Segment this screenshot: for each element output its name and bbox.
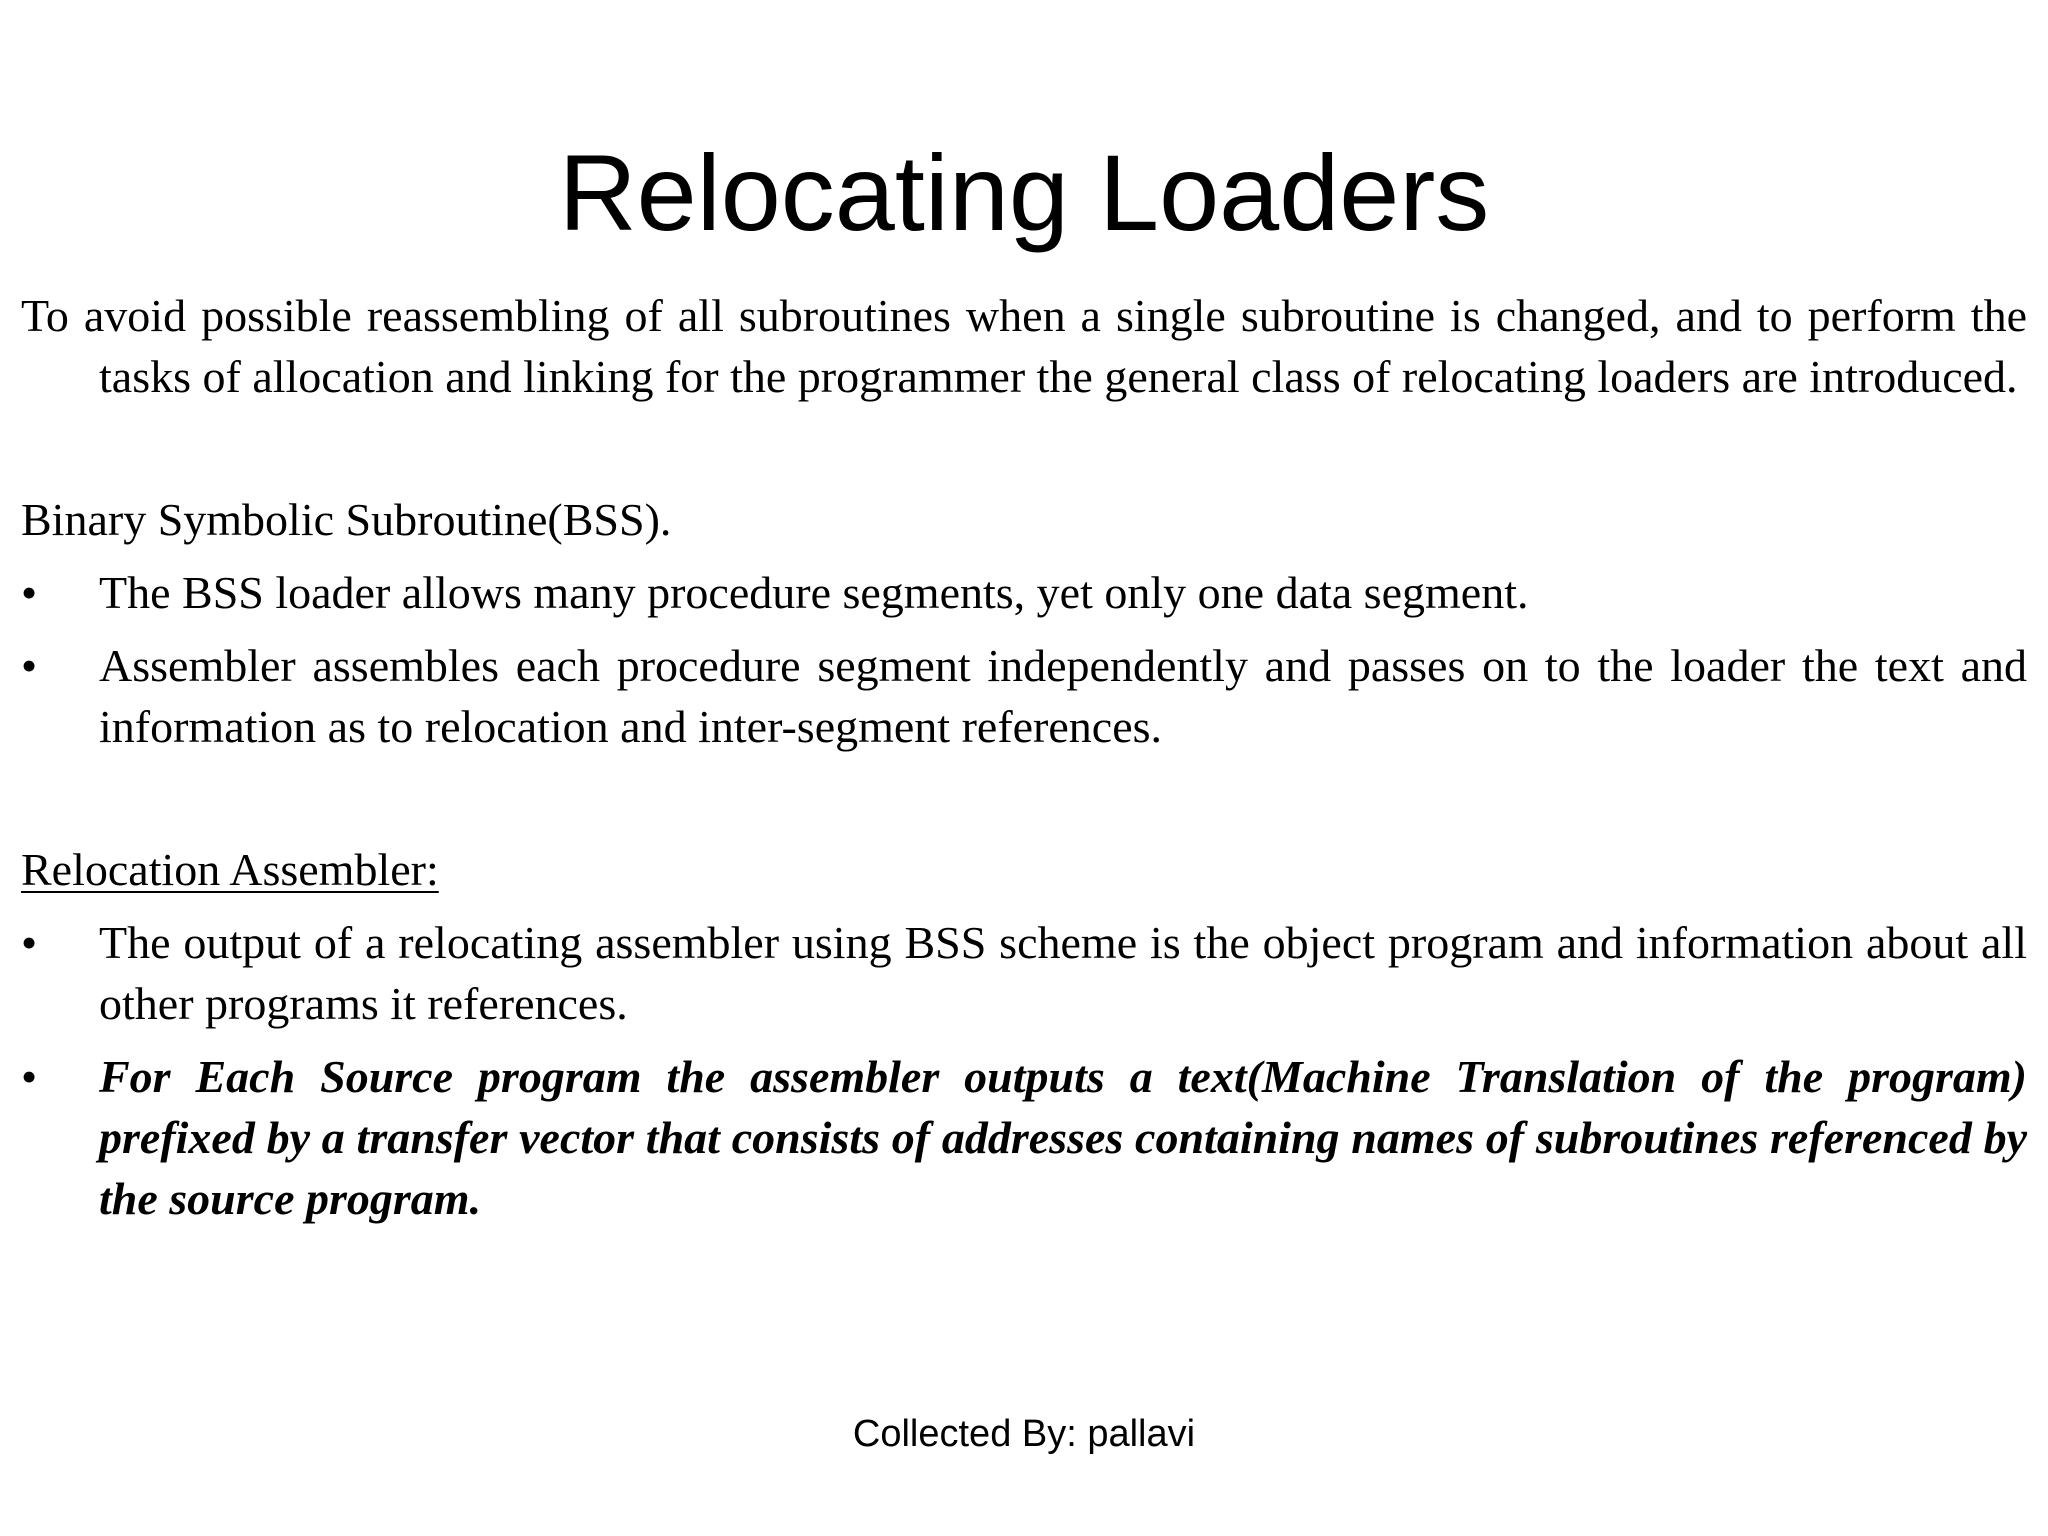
- bss-bullet-text: The BSS loader allows many procedure segments, yet only one data segment.: [99, 567, 1529, 618]
- bullet-icon: •: [21, 567, 38, 618]
- spacer: [21, 757, 2027, 839]
- relocation-bullet-text-emphasis: For Each Source program the assembler outputs a text(Machine Translation of the program) prefixed by a transfer vector that consists of addresses containing names of subroutines referenced by the source program.: [99, 1051, 2027, 1224]
- bss-heading: Binary Symbolic Subroutine(BSS).: [21, 494, 672, 545]
- relocation-bullet-list: [21, 912, 2027, 1229]
- slide-body: [21, 285, 2027, 1229]
- bss-bullet-list: [21, 562, 2027, 757]
- bss-bullet-item: [21, 562, 2027, 623]
- footer-credit: Collected By: pallavi: [852, 1413, 1196, 1455]
- bullet-icon: •: [21, 917, 38, 968]
- bss-bullet-item: [21, 635, 2027, 757]
- spacer: [21, 407, 2027, 489]
- relocation-bullet-item: [21, 1046, 2027, 1229]
- bss-bullet-text: Assembler assembles each procedure segment independently and passes on to the loader the text and information as to relocation and inter-segment references.: [99, 640, 2027, 752]
- relocation-heading: Relocation Assembler:: [21, 844, 439, 895]
- relocation-bullet-item: [21, 912, 2027, 1034]
- bullet-icon: •: [21, 640, 38, 691]
- slide-title: Relocating Loaders: [558, 132, 1490, 253]
- bullet-icon: •: [21, 1051, 38, 1102]
- intro-paragraph: To avoid possible reassembling of all subroutines when a single subroutine is changed, and to perform the tasks of allocation and linking for the programmer the general class of relocating loaders are introduced.: [21, 290, 2027, 402]
- relocation-bullet-text: The output of a relocating assembler using BSS scheme is the object program and information about all other programs it references.: [99, 917, 2027, 1029]
